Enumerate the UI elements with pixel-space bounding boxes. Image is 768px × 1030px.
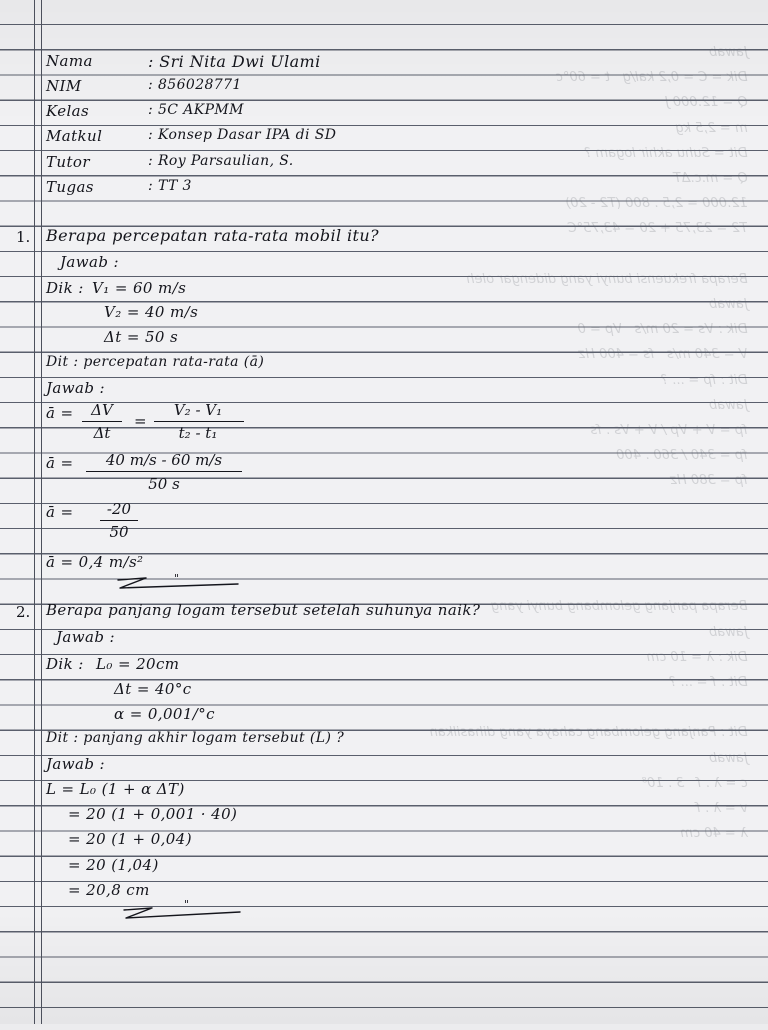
formula-lhs: ā = bbox=[46, 454, 74, 472]
known-value: V₂ = 40 m/s bbox=[104, 303, 199, 321]
jawab-label: Jawab : bbox=[56, 628, 115, 646]
fraction-denominator: t₂ - t₁ bbox=[178, 424, 218, 442]
header-label-kelas: Kelas bbox=[46, 102, 90, 120]
formula-lhs: ā = bbox=[46, 503, 74, 521]
solution-step: = 20 (1 + 0,001 · 40) bbox=[68, 805, 238, 823]
reverse-side-bleed-through: Jawab Dik = C = 0,2 kal/g t = 60°c Q = 12.000 J m = 2,5 kg Dit = Suhu akhir logam ? Q = m.c.ΔT 12.000 = 2,5 . 800 (T2 - 20) T2 = 23,75 + 20 = 43,75°C Berapa frekuensi bunyi yang didengar oleh Jawab Dik : Vs = 20 m/s Vp = 0 V = 340 m/s fs = 400 Hz Dit : fp = ... ? Jawab fp = V + Vp / V + Vs . fs fp = 340 / 360 . 400 fp = 380 Hz Berapa panjang gelombang bunyi yang Jawab Dik : λ = 10 cm Dit : f = ... ? Dit : Panjang gelombang cahaya yang dihasilkan Jawab c = λ . f 3 . 10⁸ v = λ . f λ = 40 cm bbox=[429, 45, 748, 842]
ditto-mark: " bbox=[184, 898, 190, 911]
question-number: 1. bbox=[16, 228, 31, 246]
margin-line-inner bbox=[41, 0, 42, 1024]
header-value-matkul: : Konsep Dasar IPA di SD bbox=[148, 127, 337, 143]
solution-step: = 20 (1 + 0,04) bbox=[68, 830, 192, 848]
question-text: Berapa panjang logam tersebut setelah suhunya naik? bbox=[46, 601, 481, 619]
double-underline-mark bbox=[118, 902, 248, 924]
header-value-tugas: : TT 3 bbox=[148, 178, 192, 194]
header-label-matkul: Matkul bbox=[46, 127, 103, 145]
jawab-label: Jawab : bbox=[46, 755, 105, 773]
question-text: Berapa percepatan rata-rata mobil itu? bbox=[46, 226, 380, 245]
known-value: Δt = 40°c bbox=[114, 680, 192, 698]
ditto-mark: " bbox=[174, 572, 180, 585]
header-value-kelas: : 5C AKPMM bbox=[148, 102, 244, 118]
known-value: Δt = 50 s bbox=[104, 328, 179, 346]
equals-sign: = bbox=[134, 412, 147, 430]
solution-step: = 20 (1,04) bbox=[68, 856, 159, 874]
known-value: V₁ = 60 m/s bbox=[92, 279, 187, 297]
fraction-bar bbox=[82, 421, 122, 422]
header-label-nim: NIM bbox=[46, 77, 82, 95]
result-line: ā = 0,4 m/s² bbox=[46, 553, 144, 571]
jawab-label: Jawab : bbox=[46, 379, 105, 397]
header-label-nama: Nama bbox=[46, 52, 93, 70]
fraction-bar bbox=[154, 421, 244, 422]
dik-label: Dik : bbox=[46, 279, 84, 297]
dik-label: Dik : bbox=[46, 655, 84, 673]
jawab-label: Jawab : bbox=[60, 253, 119, 271]
asked-line: Dit : panjang akhir logam tersebut (L) ? bbox=[46, 730, 345, 746]
fraction-numerator: ΔV bbox=[91, 401, 113, 419]
header-value-tutor: : Roy Parsaulian, S. bbox=[148, 153, 294, 169]
header-value-nama: : Sri Nita Dwi Ulami bbox=[148, 52, 321, 71]
fraction-denominator: 50 bbox=[109, 523, 129, 541]
fraction-bar bbox=[100, 520, 138, 521]
header-value-nim: : 856028771 bbox=[148, 77, 242, 93]
asked-line: Dit : percepatan rata-rata (ā) bbox=[46, 354, 265, 370]
fraction-numerator: 40 m/s - 60 m/s bbox=[105, 451, 223, 469]
result-line: = 20,8 cm bbox=[68, 881, 150, 899]
question-number: 2. bbox=[16, 603, 31, 621]
formula-lhs: ā = bbox=[46, 404, 74, 422]
fraction-bar bbox=[86, 471, 242, 472]
known-value: L₀ = 20cm bbox=[96, 655, 180, 673]
fraction-denominator: 50 s bbox=[148, 475, 180, 493]
known-value: α = 0,001/°c bbox=[114, 705, 215, 723]
fraction-numerator: V₂ - V₁ bbox=[173, 401, 223, 419]
margin-line-outer bbox=[34, 0, 35, 1024]
fraction-numerator: -20 bbox=[106, 500, 132, 518]
solution-step: L = L₀ (1 + α ΔT) bbox=[46, 780, 185, 798]
header-label-tugas: Tugas bbox=[46, 178, 94, 196]
fraction-denominator: Δt bbox=[93, 424, 111, 442]
header-label-tutor: Tutor bbox=[46, 153, 90, 171]
